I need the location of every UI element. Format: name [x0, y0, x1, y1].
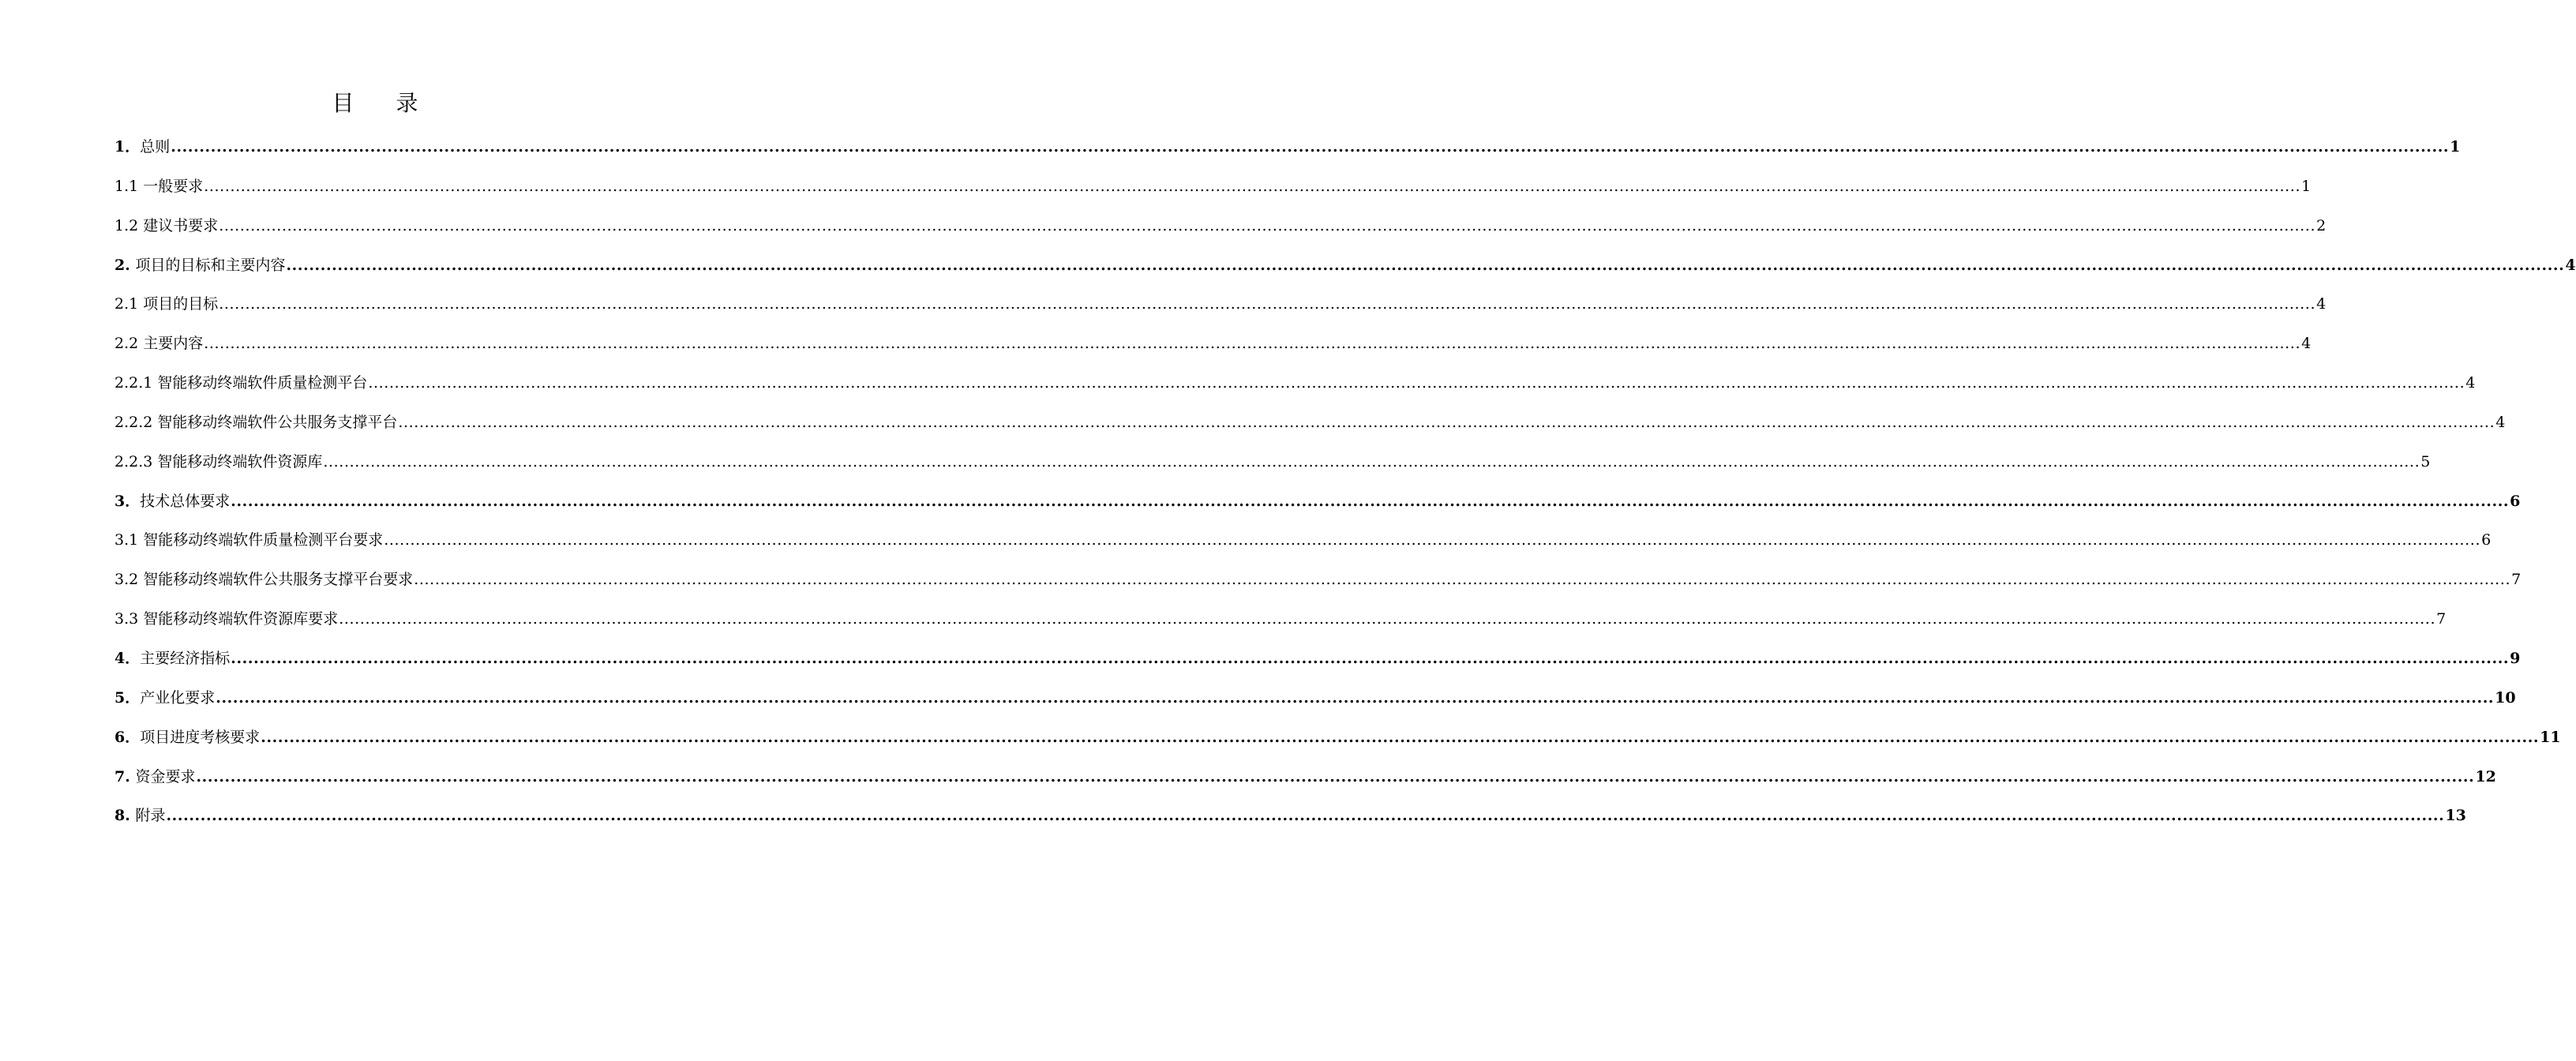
toc-entry-label: 6．项目进度考核要求	[114, 728, 261, 746]
toc-dot-leader: ................................................................................................................................................................................................................................................................................................................................................................................................................	[368, 374, 2465, 392]
toc-entry-label: 1．总则	[114, 138, 171, 156]
toc-list	[114, 129, 2576, 837]
toc-entry-label: 3．技术总体要求	[114, 492, 231, 510]
toc-entry-label: 3.1 智能移动终端软件质量检测平台要求	[114, 531, 384, 549]
toc-entry[interactable]	[114, 640, 2521, 680]
toc-page-number: 1	[2301, 177, 2312, 195]
toc-dot-leader: ................................................................................................................................................................................................................................................................................................................................................................................................................	[286, 256, 2565, 274]
toc-dot-leader: ................................................................................................................................................................................................................................................................................................................................................................................................................	[171, 138, 2450, 156]
toc-entry-label: 5．产业化要求	[114, 688, 216, 707]
toc-entry-label: 3.2 智能移动终端软件公共服务支撑平台要求	[114, 571, 414, 589]
toc-page-number: 10	[2495, 688, 2516, 707]
toc-dot-leader: ................................................................................................................................................................................................................................................................................................................................................................................................................	[166, 807, 2445, 825]
toc-entry[interactable]	[114, 797, 2466, 837]
toc-entry[interactable]	[114, 325, 2312, 365]
toc-entry[interactable]	[114, 365, 2476, 404]
toc-page-number: 4	[2316, 295, 2327, 313]
toc-entry-label: 4．主要经济指标	[114, 649, 231, 667]
toc-page-number: 13	[2445, 807, 2466, 825]
toc-title: 目 录	[332, 90, 436, 116]
toc-dot-leader: ................................................................................................................................................................................................................................................................................................................................................................................................................	[339, 610, 2436, 628]
toc-entry[interactable]	[114, 208, 2327, 247]
toc-entry[interactable]	[114, 444, 2431, 483]
toc-page-number: 6	[2481, 531, 2492, 549]
toc-page-number: 4	[2465, 374, 2476, 392]
toc-page-number: 7	[2511, 571, 2522, 589]
toc-dot-leader: ................................................................................................................................................................................................................................................................................................................................................................................................................	[231, 649, 2510, 667]
toc-dot-leader: ................................................................................................................................................................................................................................................................................................................................................................................................................	[231, 492, 2510, 510]
toc-entry-label: 2.2.2 智能移动终端软件公共服务支撑平台	[114, 413, 398, 431]
toc-entry[interactable]	[114, 129, 2461, 168]
toc-entry[interactable]	[114, 680, 2516, 719]
toc-entry-label: 1.1 一般要求	[114, 177, 204, 195]
toc-page-number: 1	[2450, 138, 2461, 156]
toc-dot-leader: ................................................................................................................................................................................................................................................................................................................................................................................................................	[384, 531, 2481, 549]
toc-entry[interactable]	[114, 759, 2496, 798]
toc-entry-label: 8. 附录	[114, 807, 166, 825]
toc-entry[interactable]	[114, 561, 2522, 601]
toc-page-number: 2	[2316, 216, 2327, 234]
toc-entry[interactable]	[114, 168, 2312, 208]
toc-page-number: 4	[2495, 413, 2506, 431]
toc-page-number: 6	[2510, 492, 2521, 510]
toc-dot-leader: ................................................................................................................................................................................................................................................................................................................................................................................................................	[216, 688, 2495, 707]
toc-entry-label: 2.2 主要内容	[114, 335, 204, 353]
toc-page-number: 11	[2540, 728, 2561, 746]
toc-entry[interactable]	[114, 719, 2561, 759]
toc-entry[interactable]	[114, 247, 2576, 287]
toc-dot-leader: ................................................................................................................................................................................................................................................................................................................................................................................................................	[261, 728, 2540, 746]
toc-entry-label: 3.3 智能移动终端软件资源库要求	[114, 610, 339, 628]
toc-dot-leader: ................................................................................................................................................................................................................................................................................................................................................................................................................	[414, 571, 2511, 589]
toc-page-number: 5	[2420, 452, 2431, 471]
toc-entry-label: 2.2.3 智能移动终端软件资源库	[114, 452, 323, 471]
toc-page-number: 12	[2475, 767, 2496, 785]
toc-entry[interactable]	[114, 404, 2506, 444]
toc-dot-leader: ................................................................................................................................................................................................................................................................................................................................................................................................................	[204, 177, 2301, 195]
toc-entry[interactable]	[114, 483, 2521, 523]
toc-entry[interactable]	[114, 522, 2492, 561]
toc-page-number: 7	[2436, 610, 2447, 628]
toc-dot-leader: ................................................................................................................................................................................................................................................................................................................................................................................................................	[204, 335, 2301, 353]
toc-entry[interactable]	[114, 286, 2327, 325]
toc-page-number: 4	[2565, 256, 2576, 274]
toc-entry-label: 7. 资金要求	[114, 767, 196, 785]
toc-dot-leader: ................................................................................................................................................................................................................................................................................................................................................................................................................	[219, 295, 2316, 313]
toc-page-number: 4	[2301, 335, 2312, 353]
toc-dot-leader: ................................................................................................................................................................................................................................................................................................................................................................................................................	[323, 452, 2420, 471]
toc-entry-label: 2.1 项目的目标	[114, 295, 219, 313]
toc-page-number: 9	[2510, 649, 2521, 667]
toc-entry-label: 1.2 建议书要求	[114, 216, 219, 234]
toc-entry-label: 2.2.1 智能移动终端软件质量检测平台	[114, 374, 368, 392]
toc-dot-leader: ................................................................................................................................................................................................................................................................................................................................................................................................................	[398, 413, 2495, 431]
toc-entry-label: 2. 项目的目标和主要内容	[114, 256, 286, 274]
toc-dot-leader: ................................................................................................................................................................................................................................................................................................................................................................................................................	[196, 767, 2475, 785]
toc-entry[interactable]	[114, 601, 2447, 640]
toc-dot-leader: ................................................................................................................................................................................................................................................................................................................................................................................................................	[219, 216, 2316, 234]
